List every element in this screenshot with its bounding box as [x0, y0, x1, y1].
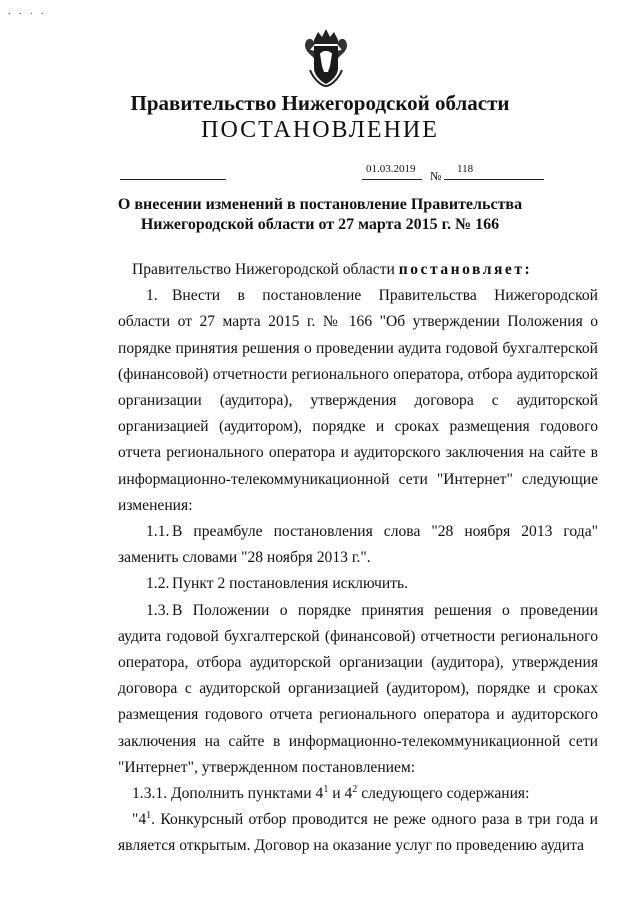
paragraph-1 — [118, 283, 598, 519]
coat-of-arms-emblem — [300, 26, 352, 88]
title-line-2: Нижегородской области от 27 марта 2015 г. № 166 — [140, 216, 500, 233]
paragraph-1-2-text: Пункт 2 постановления исключить. — [172, 575, 409, 593]
decree-word: постановляет: — [398, 261, 533, 278]
intro-paragraph — [118, 257, 598, 283]
quote-text-b: . Конкурсный отбор проводится не реже одного раза в три года и является открытым. Договор на оказание услуг по проведению аудита — [118, 811, 598, 855]
paragraph-1-3-number: 1.3. — [146, 601, 170, 619]
paragraph-1-3-1 — [118, 781, 598, 807]
document-body — [118, 257, 598, 860]
document-type: ПОСТАНОВЛЕНИЕ — [201, 117, 439, 143]
p131-sup-2: 2 — [352, 783, 358, 795]
document-title — [0, 195, 640, 235]
paragraph-1-text: Внести в постановление Правительства Нижегородской области от 27 марта 2015 г. № 166 "Об утверждении Положения о порядке принятия решения о проведении аудита годовой бухгалтерской (финансовой) отчетности регионального оператора, отбора аудиторской организации (аудитора), утверждения договора с аудиторской организацией (аудитором), порядке и сроках размещения годового отчета регионального оператора и аудиторского заключения на сайте в информационно-телекоммуникационной сети "Интернет" следующие изменения: — [118, 287, 598, 514]
number-sign: № — [430, 169, 442, 183]
government-name: Правительство Нижегородской области — [130, 91, 510, 115]
intro-text: Правительство Нижегородской области — [132, 261, 399, 278]
p131-text-c: следующего содержания: — [357, 785, 530, 803]
date-blank-line — [120, 179, 226, 180]
paragraph-1-1 — [118, 519, 598, 571]
p131-text-b: и 4 — [328, 785, 353, 803]
number-underline — [444, 179, 544, 180]
quoted-point-4-1 — [118, 807, 598, 859]
paragraph-1-3-text: В Положении о порядке принятия решения о проведении аудита годовой бухгалтерской (финансовой) отчетности регионального оператора, отбора аудиторской организации (аудитора), утверждения договора с аудиторской организацией (аудитором), порядке и сроках размещения годового отчета регионального оператора и аудиторского заключения на сайте в информационно-телекоммуникационной сети "Интернет", утвержденном постановлением: — [118, 601, 598, 776]
title-line-1: О внесении изменений в постановление Правительства — [117, 196, 523, 213]
p131-text-a: 1.3.1. Дополнить пунктами 4 — [132, 785, 324, 803]
p131-sup-1: 1 — [323, 783, 329, 795]
paragraph-1-2-number: 1.2. — [146, 575, 170, 593]
quote-text-a: "4 — [132, 811, 147, 829]
date-underline — [362, 179, 422, 180]
corner-marks: . . . . — [8, 6, 47, 17]
paragraph-1-1-text: В преамбуле постановления слова "28 ноября 2013 года" заменить словами "28 ноября 2013 г.". — [118, 523, 598, 567]
paragraph-1-3 — [118, 598, 598, 781]
document-number: 118 — [457, 163, 474, 175]
quote-sup: 1 — [146, 810, 152, 822]
paragraph-1-2 — [118, 571, 598, 597]
paragraph-1-number: 1. — [146, 287, 158, 305]
document-date: 01.03.2019 — [366, 163, 416, 175]
paragraph-1-1-number: 1.1. — [146, 523, 170, 541]
